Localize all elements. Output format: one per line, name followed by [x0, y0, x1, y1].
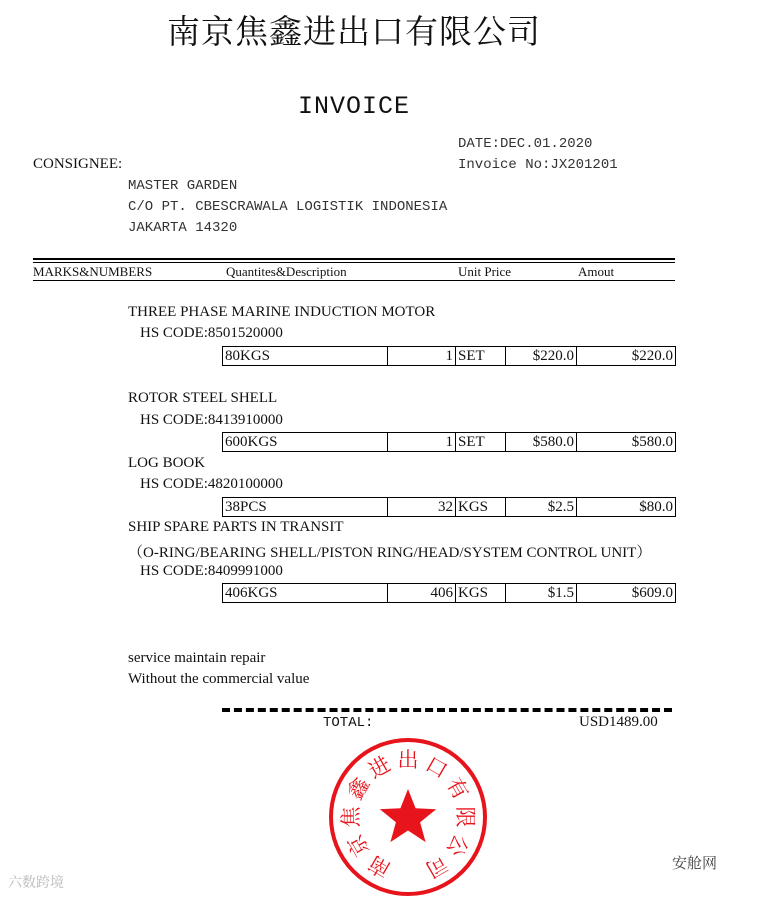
item-unit-price: $1.5	[506, 584, 577, 603]
seal-character: 进	[364, 751, 395, 784]
item-row	[222, 346, 676, 366]
seal-character: 焦	[339, 806, 363, 828]
consignee-label: CONSIGNEE:	[33, 156, 123, 172]
note-line: Without the commercial value	[128, 671, 310, 687]
seal-character: 出	[397, 748, 419, 772]
item-unit-price: $580.0	[506, 433, 577, 452]
column-header-description: Quantites&Description	[226, 264, 347, 279]
item-unit-price: $220.0	[506, 347, 577, 366]
header-rule-mid	[33, 262, 675, 263]
document-title: INVOICE	[297, 92, 411, 121]
column-header-amount: Amout	[578, 264, 615, 279]
seal-character: 口	[421, 751, 452, 784]
seal-star-icon	[380, 789, 436, 842]
item-quantity: 406	[388, 584, 456, 603]
item-amount: $220.0	[577, 347, 676, 366]
item-hs-code: HS CODE:8413910000	[140, 412, 283, 428]
watermark-left: 六数跨境	[8, 875, 64, 891]
total-divider	[222, 708, 672, 712]
item-unit: KGS	[456, 498, 506, 517]
item-row	[222, 432, 676, 452]
item-quantity: 1	[388, 433, 456, 452]
item-unit-price: $2.5	[506, 498, 577, 517]
item-name: LOG BOOK	[128, 455, 206, 471]
header-rule-top	[33, 258, 675, 260]
item-unit: SET	[456, 347, 506, 366]
item-subname: （O-RING/BEARING SHELL/PISTON RING/HEAD/SYSTEM CONTROL UNIT）	[128, 545, 652, 561]
item-amount: $609.0	[577, 584, 676, 603]
consignee-line: JAKARTA 14320	[128, 220, 238, 236]
watermark-right: 安舱网	[672, 854, 718, 872]
item-name: THREE PHASE MARINE INDUCTION MOTOR	[128, 304, 436, 320]
seal-character: 公	[441, 830, 474, 861]
item-quantity: 1	[388, 347, 456, 366]
total-value: USD1489.00	[579, 714, 658, 730]
seal-character: 司	[421, 850, 452, 883]
seal-character: 鑫	[342, 773, 375, 804]
total-label: TOTAL:	[323, 715, 374, 731]
seal-character: 京	[342, 830, 375, 861]
consignee-line: MASTER GARDEN	[128, 178, 238, 194]
item-name: SHIP SPARE PARTS IN TRANSIT	[128, 519, 344, 535]
header-rule-bottom	[33, 280, 675, 281]
item-weight: 38PCS	[223, 498, 388, 517]
item-amount: $80.0	[577, 498, 676, 517]
invoice-date: DATE:DEC.01.2020	[458, 136, 593, 152]
item-unit: SET	[456, 433, 506, 452]
column-header-marks: MARKS&NUMBERS	[33, 264, 153, 279]
note-line: service maintain repair	[128, 650, 266, 666]
company-name: 南京焦鑫进出口有限公司	[167, 15, 541, 51]
item-weight: 600KGS	[223, 433, 388, 452]
item-hs-code: HS CODE:8409991000	[140, 563, 283, 579]
item-amount: $580.0	[577, 433, 676, 452]
item-hs-code: HS CODE:8501520000	[140, 325, 283, 341]
company-seal	[323, 737, 493, 897]
item-quantity: 32	[388, 498, 456, 517]
item-unit: KGS	[456, 584, 506, 603]
item-row	[222, 497, 676, 517]
item-weight: 80KGS	[223, 347, 388, 366]
seal-character: 限	[453, 806, 477, 828]
invoice-number: Invoice No:JX201201	[458, 157, 618, 173]
column-header-unit-price: Unit Price	[458, 264, 512, 279]
seal-character: 南	[364, 850, 395, 883]
consignee-line: C/O PT. CBESCRAWALA LOGISTIK INDONESIA	[128, 199, 448, 215]
seal-character: 有	[441, 773, 474, 804]
item-name: ROTOR STEEL SHELL	[128, 390, 278, 406]
item-weight: 406KGS	[223, 584, 388, 603]
item-row	[222, 583, 676, 603]
item-hs-code: HS CODE:4820100000	[140, 476, 283, 492]
